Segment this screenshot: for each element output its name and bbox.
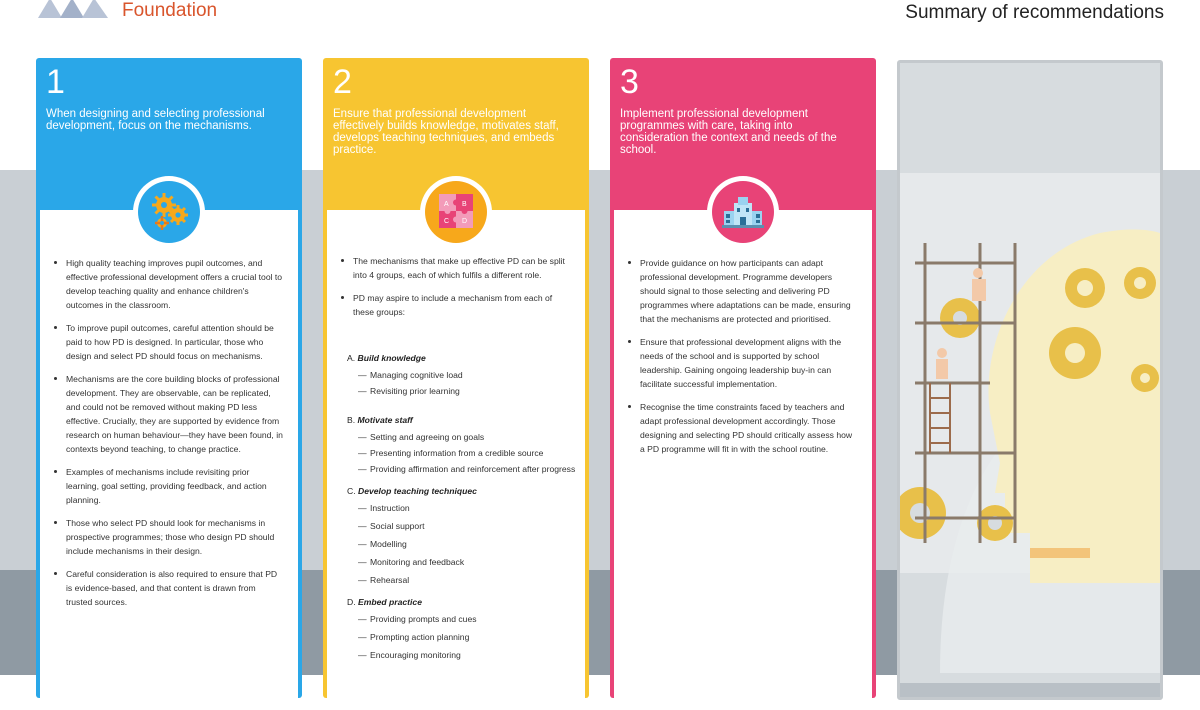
gears-icon — [138, 181, 200, 243]
list-item: To improve pupil outcomes, careful attention should be paid to how PD is designed. In particular, those who design and select PD should focus on mechanisms. — [54, 321, 284, 363]
svg-text:C: C — [444, 218, 450, 225]
recommendation-card-3 — [610, 58, 876, 698]
list-item: — Managing cognitive load — [358, 370, 463, 380]
list-item: — Providing affirmation and reinforcement after progress — [358, 464, 576, 474]
recommendation-number: 2 — [333, 63, 352, 101]
recommendation-number: 3 — [620, 63, 639, 101]
recommendation-badge — [420, 176, 492, 248]
list-item: Ensure that professional development aligns with the needs of the school and is supported by school leadership. Gaining ongoing leadership buy-in can facilitate successful implementation. — [628, 335, 858, 391]
list-item: — Encouraging monitoring — [358, 650, 461, 660]
bullet-list — [628, 256, 858, 465]
mechanism-group-c: C. Develop teaching techniquec — Instruction — Social support — Modelling — Monitoring and feedback — Rehearsal — [347, 484, 577, 586]
recommendation-body — [614, 210, 872, 710]
list-item: — Revisiting prior learning — [358, 386, 460, 396]
bullet-list — [341, 254, 571, 328]
list-item: PD may aspire to include a mechanism from each of these groups: — [341, 291, 571, 319]
list-item: Provide guidance on how participants can adapt professional development. Programme developers should signal to those selecting and delivering PD programmes where adaptations can be made, ensuring that the mechanisms are protected and prioritised. — [628, 256, 858, 326]
list-item: — Setting and agreeing on goals — [358, 432, 485, 442]
list-item: — Modelling — [358, 539, 407, 549]
recommendation-heading: Implement professional development programmes with care, taking into consideration the context and needs of the school. — [620, 108, 837, 156]
group-title: Motivate staff — [357, 415, 413, 425]
org-name: Foundation — [122, 0, 218, 21]
recommendation-heading: Ensure that professional development effectively builds knowledge, motivates staff, develops teaching techniques, and embeds practice. — [333, 108, 559, 156]
mechanism-group-a: A. Build knowledge — Managing cognitive load — Revisiting prior learning — [347, 351, 577, 397]
list-item: — Monitoring and feedback — [358, 557, 465, 567]
illustration-art — [900, 63, 1160, 683]
list-item: — Instruction — [358, 503, 410, 513]
recommendation-card-1 — [36, 58, 302, 698]
list-item: Careful consideration is also required to ensure that PD is evidence-based, and that content is drawn from trusted sources. — [54, 567, 284, 609]
list-item: Examples of mechanisms include revisiting prior learning, goal setting, providing feedback, and action planning. — [54, 465, 284, 507]
svg-text:B: B — [462, 201, 467, 208]
list-item: Mechanisms are the core building blocks of professional development. They are observable, can be replicated, and could not be removed without making PD less effective. Crucially, they are supported by evidence from research on human behaviour—they have been found, in contexts beyond teaching, to change practice. — [54, 372, 284, 456]
mechanism-group-b: B. Motivate staff — Setting and agreeing on goals — Presenting information from a credible source — Providing affirmation and reinforcement after progress — [347, 415, 576, 474]
group-title: Embed practice — [357, 597, 422, 607]
bullet-list — [54, 256, 284, 618]
list-item: High quality teaching improves pupil outcomes, and effective professional development offers a crucial tool to develop teaching quality and enhance children's outcomes in the classroom. — [54, 256, 284, 312]
svg-text:D: D — [462, 218, 468, 225]
mechanism-group-d: D. Embed practice — Providing prompts and cues — Prompting action planning — Encouraging monitoring — [347, 595, 577, 661]
list-item: — Presenting information from a credible source — [358, 448, 544, 458]
list-item: The mechanisms that make up effective PD can be split into 4 groups, each of which fulfils a different role. — [341, 254, 571, 282]
page-title: Summary of recommendations — [905, 2, 1164, 23]
list-item: Recognise the time constraints faced by teachers and adapt professional development accordingly. Those designing and selecting PD should critically assess how a PD programme will fit in with the school routine. — [628, 400, 858, 456]
list-item: — Social support — [358, 521, 425, 531]
svg-text:A: A — [444, 201, 449, 208]
head-with-gears-illustration — [897, 60, 1163, 700]
recommendation-card-2 — [323, 58, 589, 698]
recommendation-number: 1 — [46, 63, 65, 101]
puzzle-icon — [425, 181, 487, 243]
list-item: — Prompting action planning — [358, 632, 470, 642]
recommendation-badge — [133, 176, 205, 248]
foundation-logo-icon — [38, 0, 110, 18]
school-building-icon — [712, 181, 774, 243]
group-title: Build knowledge — [357, 353, 426, 363]
recommendation-body — [40, 210, 298, 710]
list-item: Those who select PD should look for mechanisms in prospective programmes; those who design PD should include mechanisms in their design. — [54, 516, 284, 558]
recommendation-heading: When designing and selecting professional development, focus on the mechanisms. — [46, 108, 265, 132]
mechanism-groups — [347, 349, 577, 670]
recommendation-badge — [707, 176, 779, 248]
list-item: — Providing prompts and cues — [358, 614, 477, 624]
group-title: Develop teaching techniquec — [357, 486, 477, 496]
recommendation-body — [327, 210, 585, 710]
list-item: — Rehearsal — [358, 575, 410, 585]
